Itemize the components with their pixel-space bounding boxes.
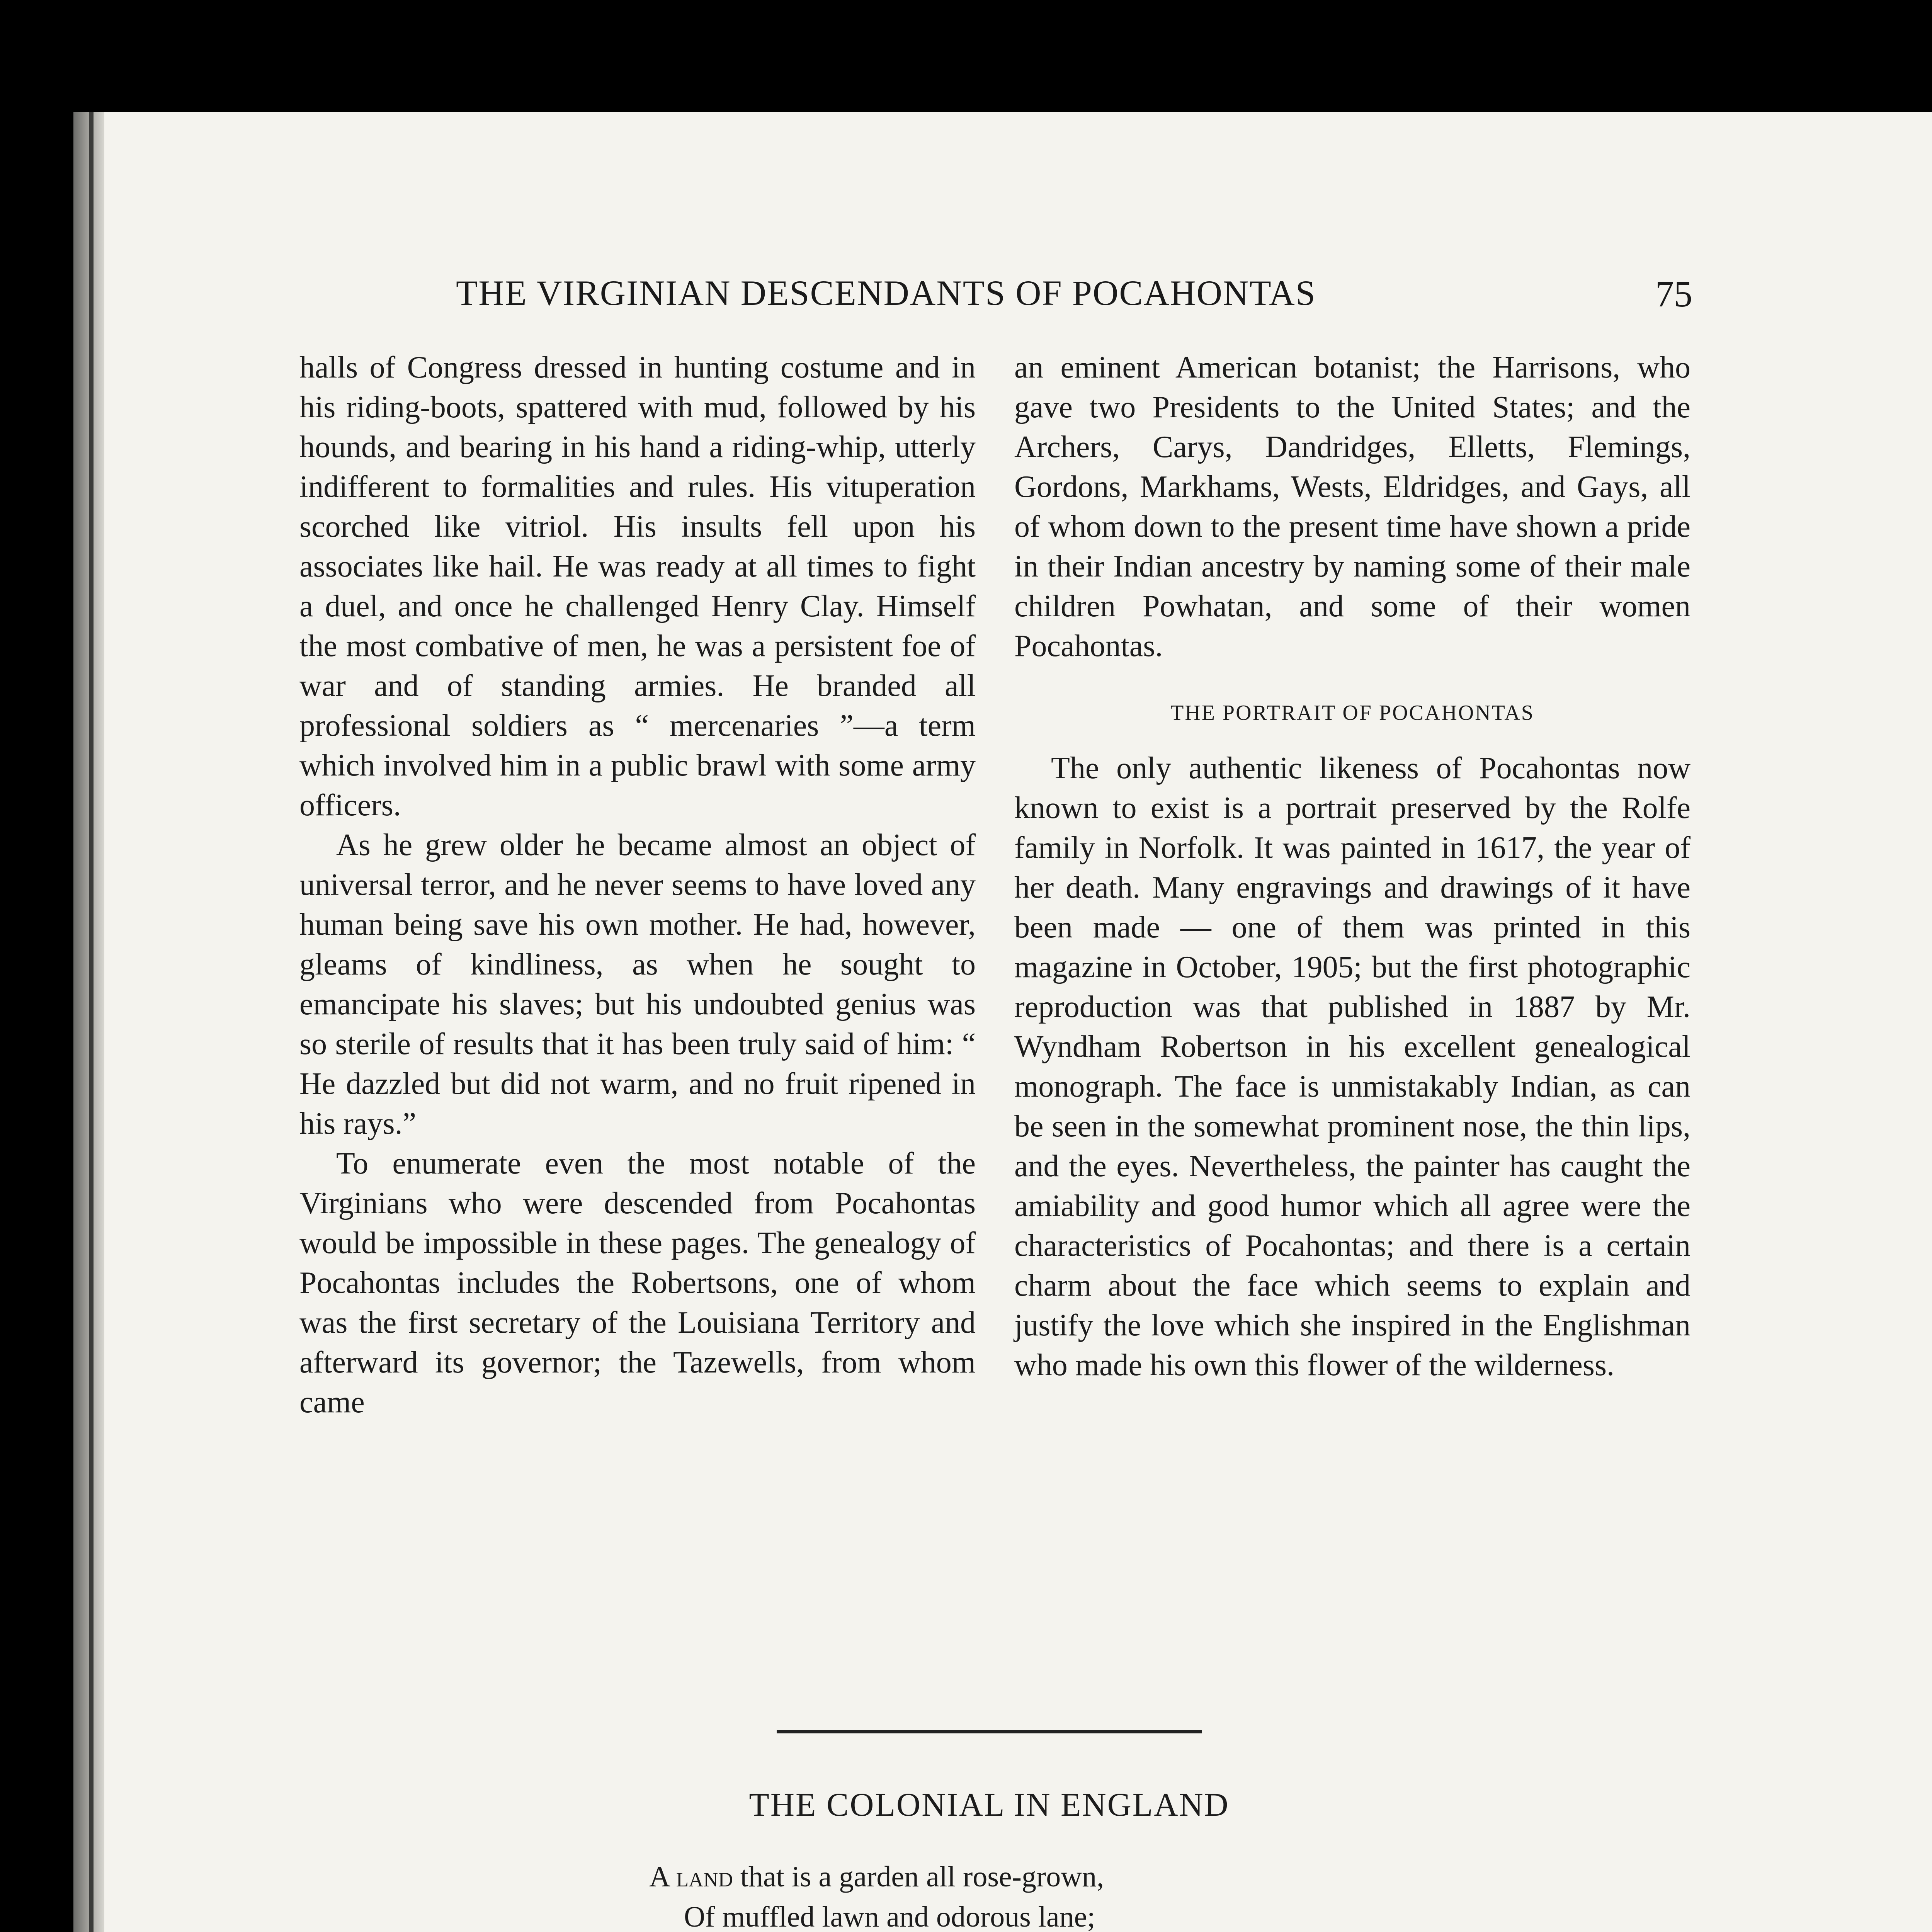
section-divider [777, 1730, 1202, 1733]
paragraph: an eminent American botanist; the Harrisons, who gave two Presidents to the United States; and the Archers, Carys, Dandridges, Elletts, Flemings, Gordons, Markhams, Wests, Eldridges, and Gays, all of whom down to the present time have shown a pride in their Indian ancestry by naming some of their male children Powhatan, and some of their women Pocahontas. [1014, 350, 1690, 663]
page-number: 75 [1655, 273, 1692, 315]
poem [649, 1857, 1615, 1932]
spine-edge-line [89, 112, 94, 1932]
paragraph: To enumerate even the most notable of the Virginians who were descended from Pocahontas would be impossible in these pages. The genealogy of Pocahontas includes the Robertsons, one of whom was the first secretary of the Louisiana Territory and afterward its governor; the Tazewells, from whom came [299, 1146, 976, 1419]
left-column [299, 348, 976, 1422]
running-head: THE VIRGINIAN DESCENDANTS OF POCAHONTAS [456, 273, 1316, 313]
poem-title: THE COLONIAL IN ENGLAND [749, 1786, 1230, 1823]
poem-line-text: that is a garden all rose-grown, [733, 1861, 1104, 1893]
poem-line: Of muffled lawn and odorous lane; [684, 1901, 1095, 1932]
paragraph: halls of Congress dressed in hunting costume and in his riding-boots, spattered with mud, followed by his hounds, and bearing in his hand a riding-whip, utterly indifferent to formalities and rules. His vituperation scorched like vitriol. His insults fell upon his associates like hail. He was ready at all times to fight a duel, and once he challenged Henry Clay. Himself the most combative of men, he was a persistent foe of war and of standing armies. He branded all professional soldiers as “ mercenaries ”—a term which involved him in a public brawl with some army officers. [299, 350, 976, 822]
lead-word: A land [649, 1861, 733, 1893]
book-spine-shadow [73, 112, 104, 1932]
poem-line [649, 1857, 1615, 1897]
paragraph: As he grew older he became almost an object of universal terror, and he never seems to have loved any human being save his own mother. He had, however, gleams of kindliness, as when he sought to emancipate his slaves; but his undoubted genius was so sterile of results that it has been truly said of him: “ He dazzled but did not warm, and no fruit ripened in his rays.” [299, 828, 976, 1141]
page-header [456, 272, 1692, 323]
section-heading: THE PORTRAIT OF POCAHONTAS [1170, 701, 1534, 725]
stanza [649, 1857, 1615, 1932]
paragraph: The only authentic likeness of Pocahontas now known to exist is a portrait preserved by the Rolfe family in Norfolk. It was painted in 1617, the year of her death. Many engravings and drawings of it have been made — one of them was printed in this magazine in October, 1905; but the first photographic reproduction was that published in 1887 by Mr. Wyndham Robertson in his excellent genealogical monograph. The face is unmistakably Indian, as can be seen in the somewhat prominent nose, the thin lips, and the eyes. Nevertheless, the painter has caught the amiability and good humor which all agree were the characteristics of Pocahontas; and there is a certain charm about the face which seems to explain and justify the love which she inspired in the Englishman who made his own this flower of the wilderness. [1014, 751, 1690, 1382]
right-column [1014, 348, 1690, 1385]
